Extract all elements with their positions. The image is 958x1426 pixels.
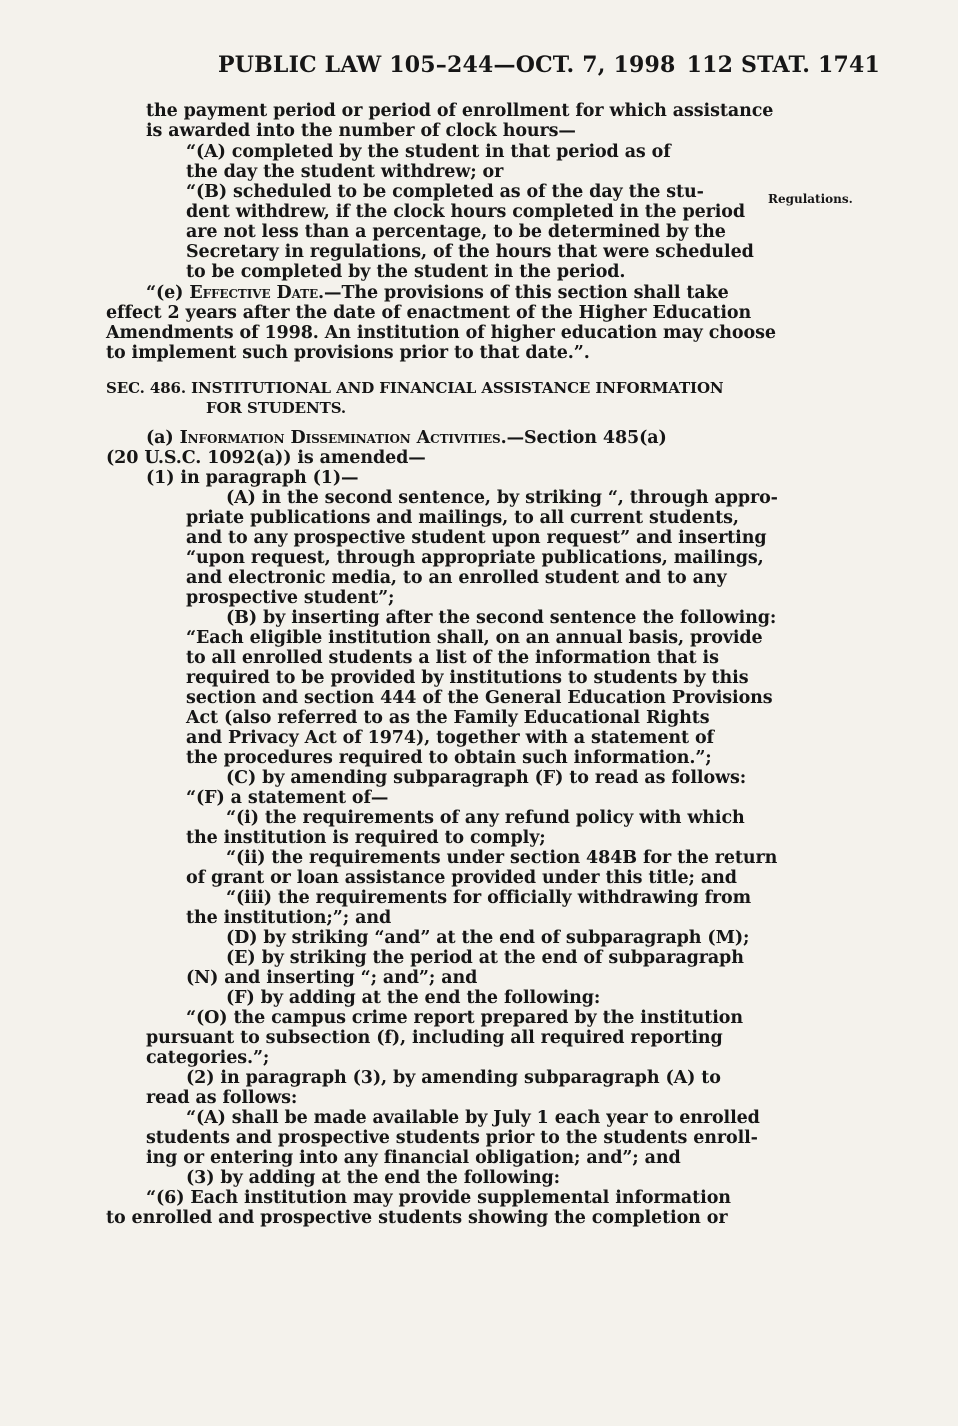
text-line: “(O) the campus crime report prepared by the institution (186, 1008, 744, 1028)
text-line: and to any prospective student upon request” and inserting (186, 528, 767, 548)
text-line: are not less than a percentage, to be determined by the (186, 222, 726, 242)
subsection-heading: Effective Date (189, 283, 319, 303)
text-line: the payment period or period of enrollment for which assistance (146, 101, 774, 121)
text-line: is awarded into the number of clock hours— (146, 121, 576, 141)
text-line: (N) and inserting “; and”; and (186, 968, 478, 988)
text-line: to implement such provisions prior to that date.”. (106, 343, 590, 363)
text-line: (B) by inserting after the second sentence the following: (226, 608, 777, 628)
text-line: (D) by striking “and” at the end of subparagraph (M); (226, 928, 750, 948)
text-line: “(A) shall be made available by July 1 each year to enrolled (186, 1108, 760, 1128)
section-heading: SEC. 486. INSTITUTIONAL AND FINANCIAL ASSISTANCE INFORMATION (106, 379, 724, 397)
text-line: “(i) the requirements of any refund policy with which (226, 808, 745, 828)
text-line: the institution is required to comply; (186, 828, 546, 848)
text-line: (C) by amending subparagraph (F) to read as follows: (226, 768, 747, 788)
text-line: “(A) completed by the student in that period as of (186, 142, 671, 162)
text-line: ing or entering into any financial obligation; and”; and (146, 1148, 681, 1168)
text-line: “Each eligible institution shall, on an annual basis, provide (186, 628, 763, 648)
text-line: required to be provided by institutions to students by this (186, 668, 749, 688)
text-line: Amendments of 1998. An institution of higher education may choose (106, 323, 776, 343)
subsection-heading-line: “(e) Effective Date.—The provisions of this section shall take (146, 283, 729, 303)
text-line: “upon request, through appropriate publications, mailings, (186, 548, 764, 568)
text-line: to all enrolled students a list of the information that is (186, 648, 719, 668)
text-line: (A) in the second sentence, by striking “, through appro- (226, 488, 778, 508)
text-line: “(F) a statement of— (186, 788, 389, 808)
text-line: (2) in paragraph (3), by amending subparagraph (A) to (186, 1068, 721, 1088)
text-line: the procedures required to obtain such information.”; (186, 748, 712, 768)
text-line: “(iii) the requirements for officially withdrawing from (226, 888, 752, 908)
text-line: section and section 444 of the General Education Provisions (186, 688, 773, 708)
margin-note: Regulations. (768, 192, 853, 206)
text-line: categories.”; (146, 1048, 270, 1068)
subsection-heading-line: (a) Information Dissemination Activities.—Section 485(a) (146, 428, 667, 448)
text-line: (F) by adding at the end the following: (226, 988, 601, 1008)
text-line: “(6) Each institution may provide supplemental information (146, 1188, 731, 1208)
text-line: and electronic media, to an enrolled student and to any (186, 568, 727, 588)
text-line: prospective student”; (186, 588, 395, 608)
text-line: the day the student withdrew; or (186, 162, 504, 182)
text-line: pursuant to subsection (f), including all required reporting (146, 1028, 723, 1048)
text-line: “(B) scheduled to be completed as of the day the stu- (186, 182, 704, 202)
text-line: Secretary in regulations, of the hours that were scheduled (186, 242, 754, 262)
text-line: to be completed by the student in the period. (186, 262, 626, 282)
subsection-heading: Information Dissemination Activities (179, 428, 501, 448)
text-line: students and prospective students prior to the students enroll- (146, 1128, 758, 1148)
text-line: (3) by adding at the end the following: (186, 1168, 561, 1188)
text-line: the institution;”; and (186, 908, 392, 928)
text-line: priate publications and mailings, to all current students, (186, 508, 739, 528)
text-line: to enrolled and prospective students showing the completion or (106, 1208, 728, 1228)
text-line: of grant or loan assistance provided under this title; and (186, 868, 737, 888)
text-line: read as follows: (146, 1088, 298, 1108)
running-header-page-ref: 112 STAT. 1741 (686, 52, 880, 78)
text-line: effect 2 years after the date of enactment of the Higher Education (106, 303, 752, 323)
text-line: dent withdrew, if the clock hours completed in the period (186, 202, 745, 222)
running-header-title: PUBLIC LAW 105–244—OCT. 7, 1998 (218, 52, 676, 78)
text-line: (E) by striking the period at the end of subparagraph (226, 948, 744, 968)
text-line: Act (also referred to as the Family Educational Rights (186, 708, 710, 728)
text-line: “(ii) the requirements under section 484B for the return (226, 848, 778, 868)
text-line: (1) in paragraph (1)— (146, 468, 359, 488)
text-line: (20 U.S.C. 1092(a)) is amended— (106, 448, 426, 468)
section-heading: FOR STUDENTS. (206, 399, 347, 417)
text-line: and Privacy Act of 1974), together with a statement of (186, 728, 714, 748)
